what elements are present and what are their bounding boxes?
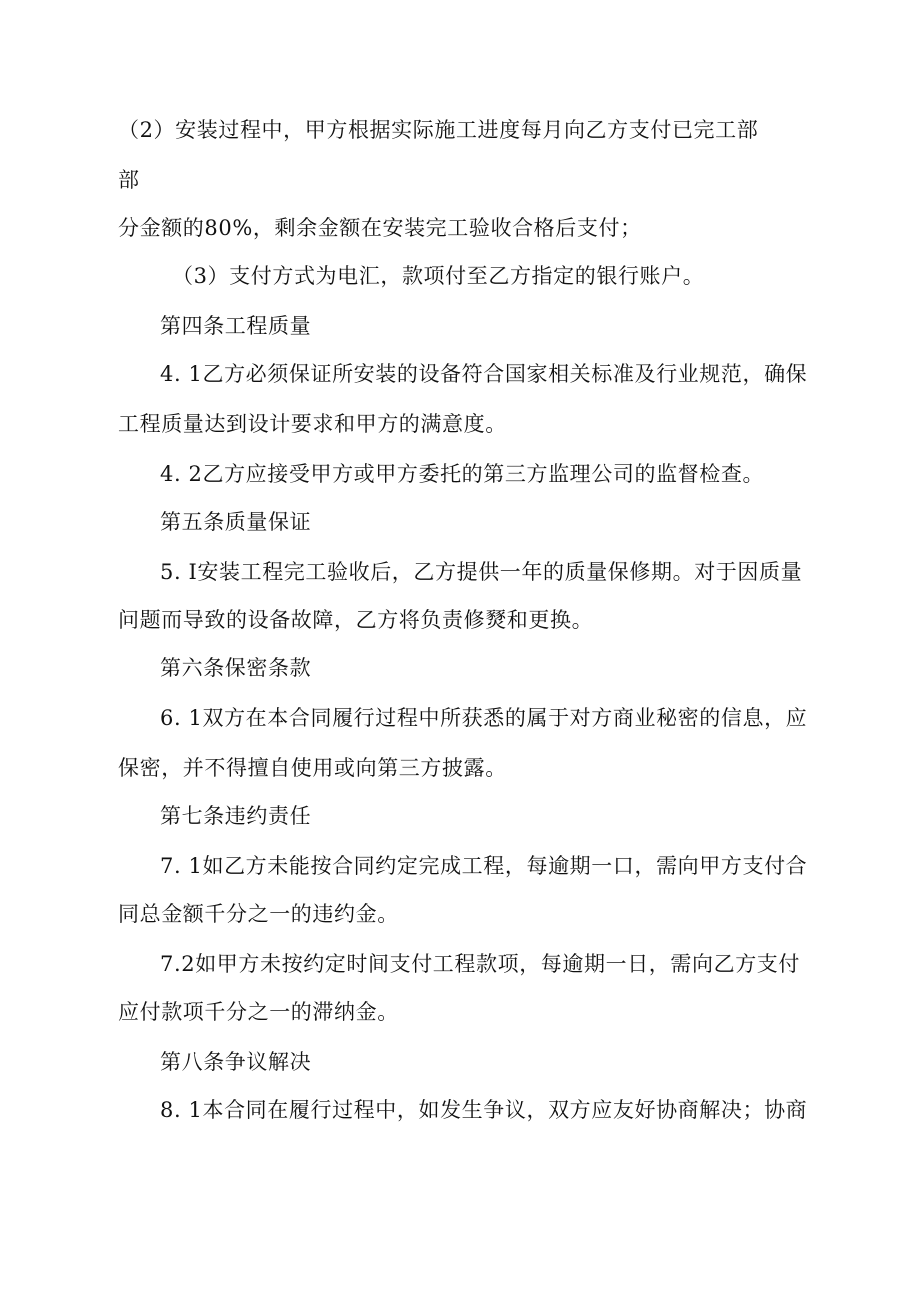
paragraph-line-7-1: 7. 1如乙方未能按合同约定完成工程，每逾期一口，需向甲方支付合: [160, 854, 808, 878]
paragraph-line-4-1: 4. 1乙方必须保证所安装的设备符合国家相关标准及行业规范，确保: [160, 362, 808, 386]
section-heading-article-8: 第八条争议解决: [160, 1050, 312, 1074]
paragraph-line-5-1: 5. I安装工程完工验收后，乙方提供一年的质量保修期。对于因质量: [160, 560, 803, 584]
paragraph-line-4-2: 4. 2乙方应接受甲方或甲方委托的第三方监理公司的监督检查。: [160, 462, 765, 486]
paragraph-line-7-2-cont: 应付款项千分之一的滞纳金。: [118, 1000, 399, 1024]
paragraph-line-7-1-cont: 同总金额千分之一的违约金。: [118, 902, 399, 926]
paragraph-line-payment-2-wrap: 部: [118, 168, 140, 192]
paragraph-line-4-1-cont: 工程质量达到设计要求和甲方的满意度。: [118, 412, 507, 436]
paragraph-line-6-1: 6. 1双方在本合同履行过程中所获悉的属于对方商业秘密的信息，应: [160, 706, 808, 730]
section-heading-article-7: 第七条违约责任: [160, 804, 312, 828]
section-heading-article-4: 第四条工程质量: [160, 314, 312, 338]
paragraph-line-5-1-cont: 问题而导致的设备故障，乙方将负责修燹和更换。: [118, 608, 594, 632]
paragraph-line-payment-3: （3）支付方式为电汇，款项付至乙方指定的银行账户。: [172, 264, 705, 288]
paragraph-line-6-1-cont: 保密，并不得擅自使用或向第三方披露。: [118, 756, 507, 780]
paragraph-line-payment-2-cont: 分金额的80%，剩余金额在安装完工验收合格后支付；: [118, 216, 642, 240]
section-heading-article-5: 第五条质量保证: [160, 510, 312, 534]
paragraph-line-payment-2: （2）安装过程中，甲方根据实际施工进度每月向乙方支付已完工部: [118, 118, 759, 142]
paragraph-line-8-1: 8. 1本合同在履行过程中，如发生争议，双方应友好协商解决；协商: [160, 1098, 808, 1122]
paragraph-line-7-2: 7.2如甲方未按约定时间支付工程款项，每逾期一日，需向乙方支付: [160, 952, 800, 976]
section-heading-article-6: 第六条保密条款: [160, 656, 312, 680]
